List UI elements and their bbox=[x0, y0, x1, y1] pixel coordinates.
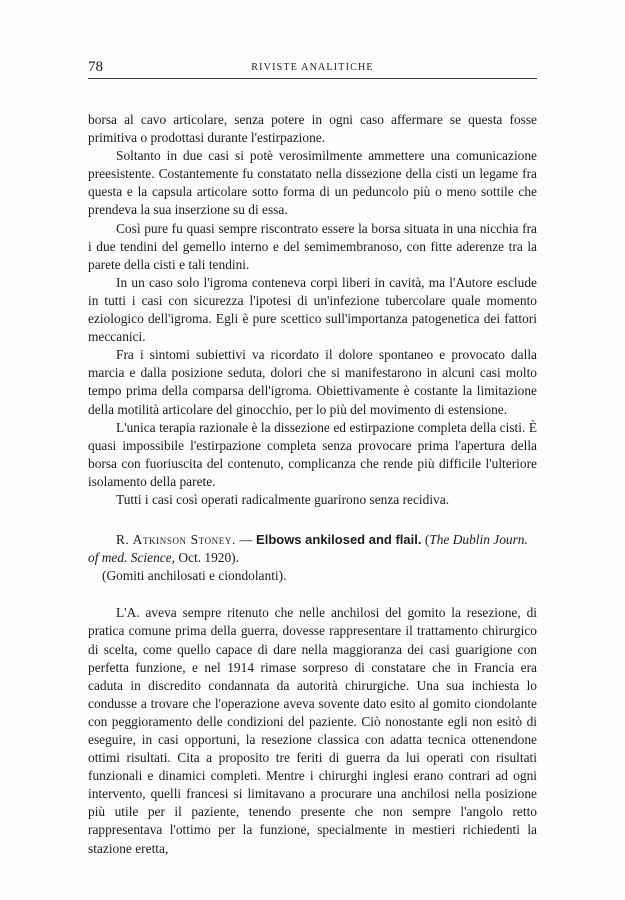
page-number: 78 bbox=[88, 59, 103, 75]
paragraph: Così pure fu quasi sempre riscontrato essere la borsa situata in una nicchia fra i due tendini del gemello interno e del semimembranoso, con fitte aderenze tra la parete della cisti e tali tendini. bbox=[88, 220, 537, 272]
paragraph: Fra i sintomi subiettivi va ricordato il dolore spontaneo e provocato dalla marcia e dalla posizione seduta, dolori che si manifestarono in alcuni casi molto tempo prima della comparsa dell'igroma. Obiettivamente è costante la limitazione della motilità articolare del ginocchio, per lo più del movimento di estensione. bbox=[88, 347, 537, 417]
previous-review-body bbox=[88, 111, 537, 509]
review-journal: The Dublin Journ. of med. Science, bbox=[88, 532, 528, 566]
review-heading bbox=[88, 531, 537, 567]
paragraph: Tutti i casi così operati radicalmente guarirono senza recidiva. bbox=[116, 491, 450, 507]
review-author: R. Atkinson Stoney. bbox=[116, 532, 236, 548]
review-paragraph: L'A. aveva sempre ritenuto che nelle anchilosi del gomito la resezione, di pratica comune prima della guerra, dovesse rappresentare il trattamento chirurgico di scelta, come quello capace di dare nella maggioranza dei casi guarigione con perfetta funzione, e nel 1914 rimase sorpreso di constatare che in Francia era caduta in discredito condannata da autorità chirurgiche. Una sua inchiesta lo condusse a trovare che l'operazione aveva sovente dato esito al gomito ciondolante con peggioramento delle condizioni del paziente. Ciò nonostante egli non esitò di eseguire, in casi opportuni, la resezione classica con adatta tecnica ottenendone ottimi risultati. Cita a proposito tre feriti di guerra da lui operati con risultati funzionali e dinamici completi. Mentre i chirurghi inglesi erano contrari ad ogni intervento, quelli francesi si limitavano a procurare una anchilosi nella posizione più utile per il paziente, tenendo presente che non sempre l'angolo retto rappresentava l'ottimo per la funzione, specialmente in mestieri richiedenti la stazione eretta, bbox=[88, 605, 537, 856]
review-entry bbox=[88, 531, 537, 858]
paragraph: Soltanto in due casi si potè verosimilmente ammettere una comunicazione preesistente. Costantemente fu constatato nella dissezione della cisti un legame fra questa e la capsula articolare sotto forma di un peduncolo più o meno sottile che prendeva la sua inserzione su di essa. bbox=[88, 148, 537, 218]
paragraph: borsa al cavo articolare, senza potere in ogni caso affermare se questa fosse primitiva o prodottasi durante l'estirpazione. bbox=[88, 112, 537, 146]
paragraph: In un caso solo l'igroma conteneva corpi liberi in cavità, ma l'Autore esclude in tutti i casi con sicurezza l'ipotesi di un'infezione tubercolare quale momento eziologico dell'igroma. Egli è pure scettico sull'importanza patogenetica dei fattori meccanici. bbox=[88, 274, 537, 345]
review-date: Oct. 1920). bbox=[175, 550, 239, 566]
journal-open: ( bbox=[421, 532, 430, 548]
paragraph: L'unica terapia razionale è la dissezione ed estirpazione completa della cisti. È quasi impossibile l'estirpazione completa senza provocare prima l'apertura della borsa con fuoriuscita del contenuto, complicanza che rende più difficile l'ulteriore isolamento della parete. bbox=[88, 419, 537, 489]
review-translation: (Gomiti anchilosati e ciondolanti). bbox=[102, 568, 287, 584]
running-head bbox=[88, 58, 537, 79]
journal-page bbox=[88, 58, 537, 858]
heading-dash: — bbox=[235, 532, 257, 548]
running-title: RIVISTE ANALITICHE bbox=[251, 62, 374, 73]
review-title: Elbows ankilosed and flail. bbox=[256, 532, 422, 548]
